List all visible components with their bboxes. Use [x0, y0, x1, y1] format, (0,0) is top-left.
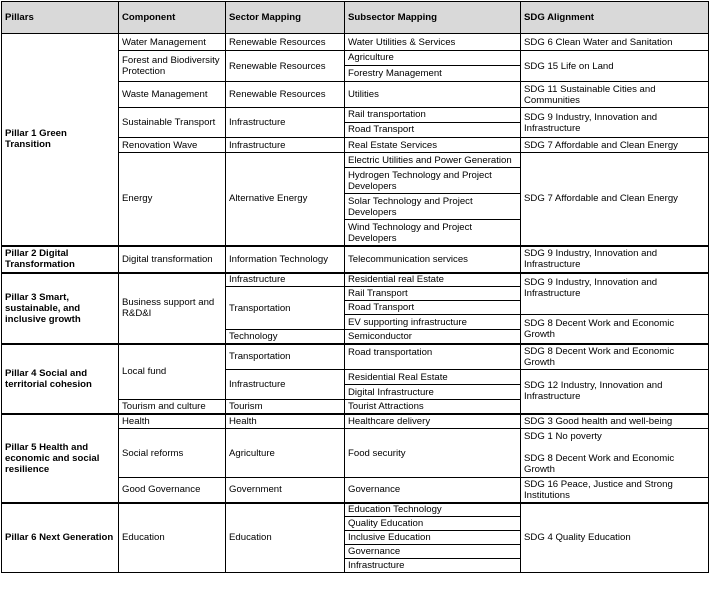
subsector-cell: Healthcare delivery — [345, 414, 521, 429]
component-cell: Social reforms — [119, 429, 226, 478]
sector-cell: Health — [226, 414, 345, 429]
subsector-cell: Inclusive Education — [345, 531, 521, 545]
sector-cell: Transportation — [226, 344, 345, 370]
sdg-cell: SDG 12 Industry, Innovation and Infrastructure — [521, 370, 709, 414]
sdg-cell: SDG 15 Life on Land — [521, 51, 709, 82]
sector-cell: Transportation — [226, 287, 345, 330]
subsector-cell: Wind Technology and Project Developers — [345, 220, 521, 246]
subsector-cell: Telecommunication services — [345, 246, 521, 273]
header-row — [2, 2, 709, 34]
component-cell: Renovation Wave — [119, 138, 226, 153]
subsector-item: Road Transport — [348, 124, 415, 135]
component-cell: Business support and R&D&I — [119, 273, 226, 344]
sdg-cell: SDG 6 Clean Water and Sanitation — [521, 34, 709, 51]
subsector-cell: Electric Utilities and Power Generation — [345, 153, 521, 168]
subsector-cell: Quality Education — [345, 517, 521, 531]
sector-cell: Renewable Resources — [226, 51, 345, 82]
table-row — [2, 273, 709, 287]
component-cell: Water Management — [119, 34, 226, 51]
pillar-3-cell: Pillar 3 Smart, sustainable, and inclusive growth — [2, 273, 119, 344]
sdg-cell: SDG 11 Sustainable Cities and Communities — [521, 82, 709, 108]
component-cell: Education — [119, 503, 226, 573]
component-cell: Sustainable Transport — [119, 108, 226, 138]
header-sdg-alignment: SDG Alignment — [521, 2, 709, 34]
component-cell: Health — [119, 414, 226, 429]
subsector-cell: Rail Transport — [345, 287, 521, 301]
subsector-item: Forestry Management — [348, 68, 442, 79]
sector-cell: Infrastructure — [226, 273, 345, 287]
sector-cell: Education — [226, 503, 345, 573]
subsector-cell: Residential real Estate — [345, 273, 521, 287]
sdg-cell — [521, 273, 709, 315]
table-row — [2, 414, 709, 429]
component-cell: Good Governance — [119, 478, 226, 503]
component-cell: Forest and Biodiversity Protection — [119, 51, 226, 82]
pillar-5-cell: Pillar 5 Health and economic and social resilience — [2, 414, 119, 503]
pillar-1-cell: Pillar 1 Green Transition — [2, 34, 119, 246]
sector-cell: Government — [226, 478, 345, 503]
subsector-cell: Semiconductor — [345, 330, 521, 344]
sector-cell: Tourism — [226, 400, 345, 414]
subsector-cell: Governance — [345, 478, 521, 503]
subsector-cell: Tourist Attractions — [345, 400, 521, 414]
sdg-text: SDG 8 Decent Work and Economic Growth — [524, 453, 675, 475]
table-row — [2, 246, 709, 273]
header-component: Component — [119, 2, 226, 34]
subsector-cell: Road Transport — [345, 301, 521, 315]
subsector-item: Agriculture — [345, 51, 520, 66]
subsector-cell — [345, 108, 521, 138]
sector-cell: Alternative Energy — [226, 153, 345, 246]
sector-cell: Agriculture — [226, 429, 345, 478]
subsector-cell — [345, 51, 521, 82]
subsector-cell: Governance — [345, 545, 521, 559]
subsector-cell: Water Utilities & Services — [345, 34, 521, 51]
sdg-cell: SDG 7 Affordable and Clean Energy — [521, 153, 709, 246]
component-cell: Waste Management — [119, 82, 226, 108]
subsector-cell: EV supporting infrastructure — [345, 315, 521, 330]
sector-cell: Infrastructure — [226, 108, 345, 138]
subsector-cell: Hydrogen Technology and Project Developers — [345, 168, 521, 194]
component-cell: Digital transformation — [119, 246, 226, 273]
sdg-cell — [521, 429, 709, 478]
subsector-cell: Road transportation — [345, 344, 521, 370]
sdg-cell: SDG 8 Decent Work and Economic Growth — [521, 344, 709, 370]
sdg-text: SDG 1 No poverty — [524, 431, 602, 442]
pillar-6-cell: Pillar 6 Next Generation — [2, 503, 119, 573]
subsector-cell: Digital Infrastructure — [345, 385, 521, 400]
sdg-cell: SDG 3 Good health and well-being — [521, 414, 709, 429]
sdg-cell: SDG 8 Decent Work and Economic Growth — [521, 315, 709, 344]
subsector-cell: Residential Real Estate — [345, 370, 521, 385]
sector-cell: Infrastructure — [226, 138, 345, 153]
sector-cell: Infrastructure — [226, 370, 345, 400]
table-row — [2, 503, 709, 517]
sector-cell: Renewable Resources — [226, 34, 345, 51]
component-cell: Energy — [119, 153, 226, 246]
subsector-item: Rail transportation — [345, 108, 520, 123]
pillar-4-cell: Pillar 4 Social and territorial cohesion — [2, 344, 119, 414]
sdg-cell: SDG 4 Quality Education — [521, 503, 709, 573]
table-row — [2, 34, 709, 51]
sector-cell: Renewable Resources — [226, 82, 345, 108]
subsector-cell: Solar Technology and Project Developers — [345, 194, 521, 220]
header-sector-mapping: Sector Mapping — [226, 2, 345, 34]
sector-cell: Information Technology — [226, 246, 345, 273]
header-subsector-mapping: Subsector Mapping — [345, 2, 521, 34]
sdg-cell: SDG 7 Affordable and Clean Energy — [521, 138, 709, 153]
component-cell: Tourism and culture — [119, 400, 226, 414]
sdg-cell: SDG 9 Industry, Innovation and Infrastructure — [521, 108, 709, 138]
component-cell: Local fund — [119, 344, 226, 400]
subsector-cell: Utilities — [345, 82, 521, 108]
subsector-cell: Real Estate Services — [345, 138, 521, 153]
table-row — [2, 344, 709, 370]
sdg-text: SDG 9 Industry, Innovation and Infrastructure — [524, 276, 658, 299]
pillar-2-cell: Pillar 2 Digital Transformation — [2, 246, 119, 273]
subsector-cell: Education Technology — [345, 503, 521, 517]
pillars-table — [1, 1, 709, 573]
sdg-cell: SDG 16 Peace, Justice and Strong Institutions — [521, 478, 709, 503]
sdg-cell: SDG 9 Industry, Innovation and Infrastructure — [521, 246, 709, 273]
subsector-cell: Infrastructure — [345, 559, 521, 573]
header-pillars: Pillars — [2, 2, 119, 34]
sector-cell: Technology — [226, 330, 345, 344]
subsector-cell: Food security — [345, 429, 521, 478]
